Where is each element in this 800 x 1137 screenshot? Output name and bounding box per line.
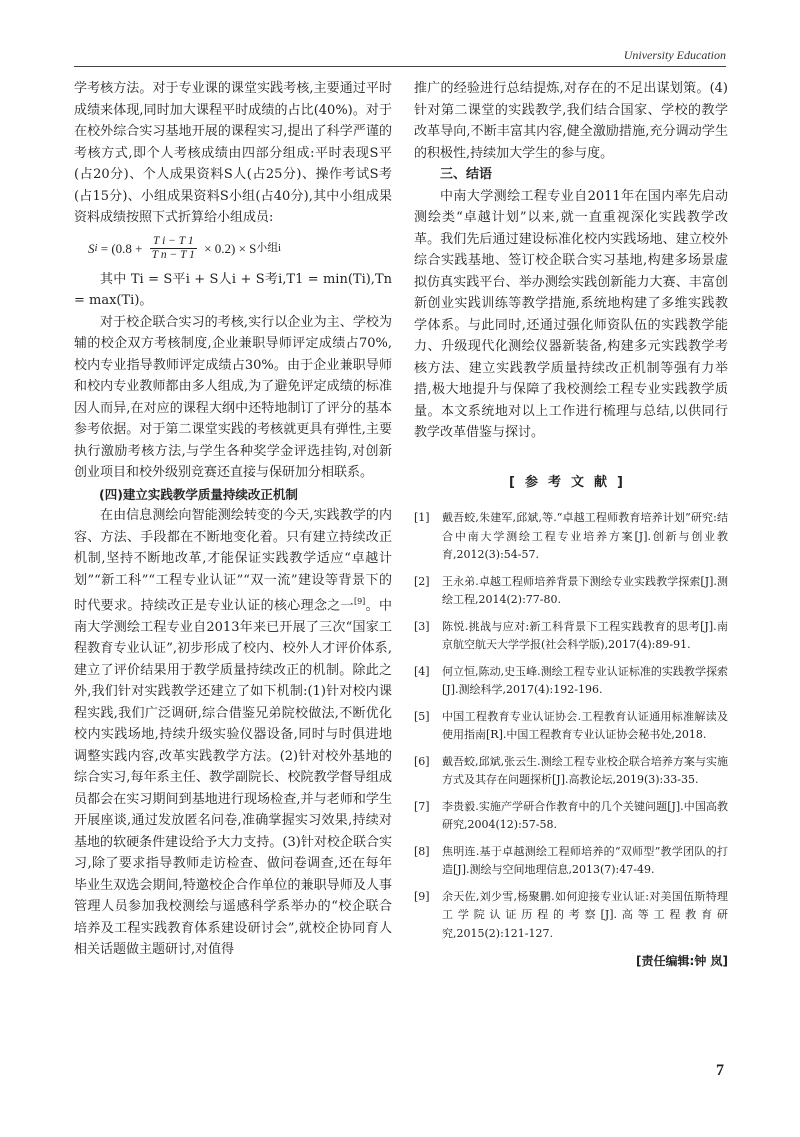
reference-number: [8]: [414, 844, 430, 858]
page-number: 7: [716, 1062, 724, 1079]
editor-note: [责任编辑:钟 岚]: [636, 954, 728, 968]
reference-item: [414, 663, 728, 700]
formula-eq: = (0.8 +: [97, 240, 146, 256]
reference-item: [414, 509, 728, 565]
reference-item: [414, 888, 728, 944]
reference-item: [414, 573, 728, 610]
reference-text: 中国工程教育专业认证协会.工程教育认证通用标准解读及使用指南[R].中国工程教育专业认证协会秘书处,2018.: [442, 709, 728, 741]
paragraph: 学考核方法。对于专业课的课堂实践考核,主要通过平时成绩来体现,同时加大课程平时成绩的占比(40%)。对于在校外综合实习基地开展的课程实习,提出了科学严谨的考核方式,即个人考核成绩由四部分组成:平时表现S平(占20分)、个人成果资料S人(占25分)、操作考试S考(占15分)、小组成果资料S小组(占40分),其中小组成果资料成绩按照下式折算给小组成员:: [74, 81, 392, 225]
reference-item: [414, 708, 728, 745]
formula-numerator: T i − T 1: [150, 235, 197, 249]
reference-text: 焦明连.基于卓越测绘工程师培养的“双师型”教学团队的打造[J].测绘与空间地理信息,2013(7):47-49.: [442, 844, 728, 876]
section-heading: 三、结语: [440, 167, 493, 182]
formula-fraction: [149, 235, 198, 262]
reference-text: 何立恒,陈动,史玉峰.测绘工程专业认证标准的实践教学探索[J].测绘科学,2017(4):192-196.: [442, 664, 728, 696]
reference-number: [2]: [414, 574, 430, 588]
paragraph-text: 在由信息测绘向智能测绘转变的今天,实践教学的内容、方法、手段都在不断地变化着。只有建立持续改正机制,坚持不断地改革,才能保证实践教学适应“卓越计划”“新工科”“工程专业认证”“双一流”建设等背景下的时代要求。持续改正是专业认证的核心理念之一: [74, 508, 392, 614]
running-header: [74, 48, 726, 67]
reference-list: [414, 509, 728, 943]
reference-text: 李贵毅.实施产学研合作教育中的几个关键问题[J].中国高教研究,2004(12):57-58.: [442, 799, 728, 831]
reference-number: [7]: [414, 799, 430, 813]
subsection-heading: (四)建立实践教学质量持续改正机制: [99, 486, 298, 502]
reference-text: 戴吾蛟,邱斌,张云生.测绘工程专业校企联合培养方案与实施方式及其存在问题探析[J].高教论坛,2019(3):33-35.: [442, 754, 728, 786]
reference-item: [414, 843, 728, 880]
paragraph: 推广的经验进行总结提炼,对存在的不足出谋划策。(4)针对第二课堂的实践教学,我们结合国家、学校的教学改革导向,不断丰富其内容,健全激励措施,充分调动学生的积极性,持续加大学生的参与度。: [414, 81, 728, 161]
journal-brand: University Education: [623, 48, 726, 62]
reference-item: [414, 618, 728, 655]
formula-tail: × 0.2) × S: [200, 240, 257, 256]
paragraph-text: 。中南大学测绘工程专业自2013年来已开展了三次“国家工程教育专业认证”,初步形成了校内、校外人才评价体系,建立了评价结果用于教学质量持续改正的机制。除此之外,我们针对实践教学还建立了如下机制:(1)针对校内课程实践,我们广泛调研,综合借鉴兄弟院校做法,不断优化校内实践场地,持续升级实验仪器设备,同时与时俱进地调整实践内容,改革实践教学方法。(2)针对校外基地的综合实习,每年系主任、教学副院长、校院教学督导组成员都会在实习期间到基地进行现场检查,并与老师和学生开展座谈,通过发放匿名问卷,准确掌握实习效果,持续对基地的软硬条件建设给予大力支持。(3)针对校企联合实习,除了要求指导教师走访检查、做问卷调查,还在每年毕业生双选会期间,特邀校企合作单位的兼职导师及人事管理人员参加我校测绘与遥感科学系举办的“校企联合培养及工程实践教育体系建设研讨会”,就校企协同育人相关话题做主题研讨,对值得: [74, 598, 392, 958]
reference-item: [414, 753, 728, 790]
reference-text: 王永弟.卓越工程师培养背景下测绘专业实践教学探索[J].测绘工程,2014(2):77-80.: [442, 574, 728, 606]
reference-number: [9]: [414, 889, 430, 903]
paragraph: 对于校企联合实习的考核,实行以企业为主、学校为辅的校企双方考核制度,企业兼职导师评定成绩占70%,校内专业指导教师评定成绩占30%。由于企业兼职导师和校内专业教师都由多人组成,为了避免评定成绩的标准因人而异,在对应的课程大纲中还特地制订了评分的基本参考依据。对于第二课堂实践的考核就更具有弹性,主要执行激励考核方法,与学生各种奖学金评选挂钩,对创新创业项目和校外级别竞赛还直接与保研加分相联系。: [74, 314, 392, 480]
formula-lhs: S: [88, 240, 95, 256]
formula-where: 其中 Ti = S平i + S人i + S考i,T1 = min(Ti),Tn = max(Ti)。: [74, 271, 392, 308]
references-title: [参考文献]: [509, 474, 633, 490]
formula-tail-sub: 小组i: [256, 241, 282, 254]
reference-item: [414, 798, 728, 835]
reference-number: [4]: [414, 664, 430, 678]
paragraph: 中南大学测绘工程专业自2011年在国内率先启动测绘类“卓越计划”以来,就一直重视深化实践教学改革。我们先后通过建设标准化校内实践场地、建立校外综合实践基地、签订校企联合实习基地,构建多场景虚拟仿真实践平台、举办测绘实践创新能力大赛、丰富创新创业实践训练等教学措施,系统地构建了多维实践教学体系。与此同时,还通过强化师资队伍的实践教学能力、升级现代化测绘仪器新装备,构建多元实践教学考核方法、建立实践教学质量持续改正机制等强有力举措,极大地提升与保障了我校测绘工程专业实践教学质量。本文系统地对以上工作进行梳理与总结,以供同行教学改革借鉴与探讨。: [414, 188, 728, 440]
left-column: [74, 78, 392, 961]
reference-number: [5]: [414, 709, 430, 723]
right-column: [414, 78, 728, 973]
reference-text: 戴吾蛟,朱建军,邱斌,等.“卓越工程师教育培养计划”研究:结合中南大学测绘工程专业培养方案[J].创新与创业教育,2012(3):54-57.: [442, 511, 728, 561]
formula-lhs-sub: i: [94, 241, 98, 254]
citation-mark: [9]: [353, 597, 366, 606]
paragraph: [74, 505, 392, 961]
formula: [88, 231, 392, 267]
reference-text: 余天佐,刘少雪,杨聚鹏.如何迎接专业认证:对美国伍斯特理工学院认证历程的考察[J].高等工程教育研究,2015(2):121-127.: [442, 889, 728, 940]
reference-number: [3]: [414, 619, 430, 633]
reference-text: 陈悦.挑战与应对:新工科背景下工程实践教育的思考[J].南京航空航天大学学报(社会科学版),2017(4):89-91.: [442, 619, 728, 651]
reference-number: [6]: [414, 754, 430, 768]
reference-number: [1]: [414, 511, 430, 524]
formula-denominator: T n − T 1: [151, 249, 195, 261]
